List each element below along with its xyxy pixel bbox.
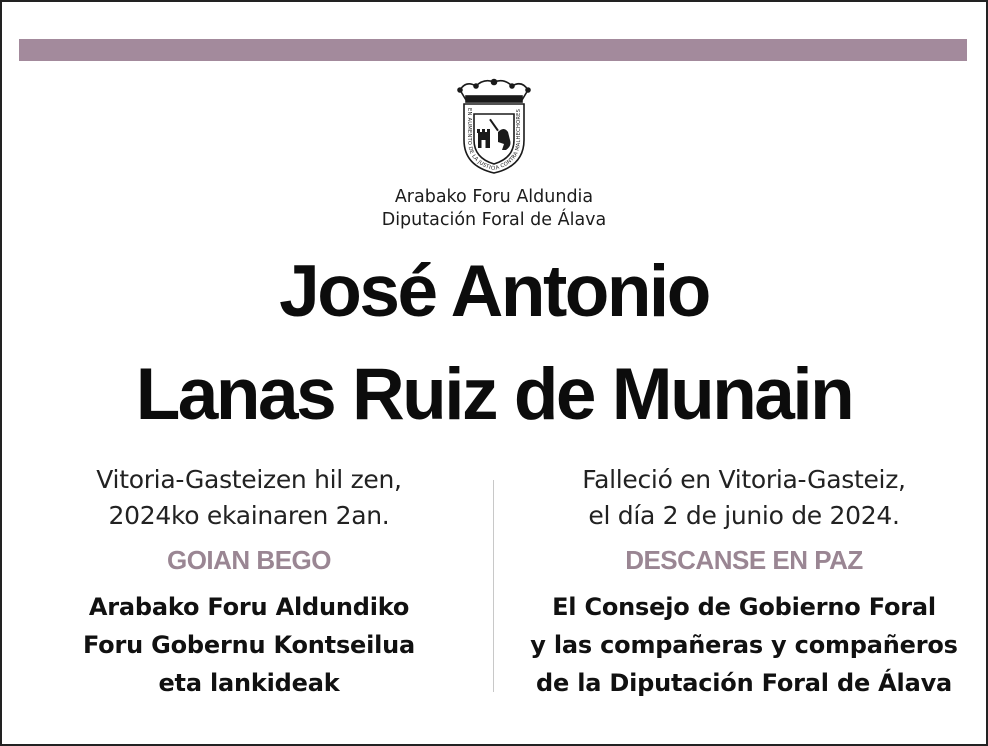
death-line: Vitoria-Gasteizen hil zen, — [96, 465, 402, 494]
issuing-organization — [2, 186, 986, 232]
spanish-column — [510, 462, 978, 702]
deceased-surnames: Lanas Ruiz de Munain — [135, 354, 853, 435]
rip-basque: GOIAN BEGO — [166, 545, 331, 575]
signer-line: y las compañeras y compañeros — [530, 631, 958, 659]
signers-spanish — [510, 588, 978, 702]
death-line: el día 2 de junio de 2024. — [588, 501, 900, 530]
death-notice-basque — [24, 462, 474, 534]
signer-line: Foru Gobernu Kontseilua — [82, 631, 416, 659]
signer-line: eta lankideak — [158, 669, 340, 697]
seal-motto: EN AUMENTO DE LA JUSTICIA CONTRA MALHECHORES — [465, 108, 523, 172]
org-name-spanish: Diputación Foral de Álava — [381, 210, 607, 230]
death-line: 2024ko ekainaren 2an. — [108, 501, 390, 530]
death-line: Falleció en Vitoria-Gasteiz, — [582, 465, 906, 494]
signer-line: de la Diputación Foral de Álava — [535, 669, 953, 697]
signer-line: El Consejo de Gobierno Foral — [552, 593, 936, 621]
signer-line: Arabako Foru Aldundiko — [88, 593, 410, 621]
coat-of-arms-icon — [452, 78, 536, 174]
deceased-given-names: José Antonio — [279, 251, 709, 332]
signers-basque — [24, 588, 474, 702]
column-divider — [493, 480, 494, 692]
rip-spanish: DESCANSE EN PAZ — [625, 545, 863, 575]
death-notice-spanish — [510, 462, 978, 534]
top-accent-bar — [19, 39, 967, 61]
org-name-basque: Arabako Foru Aldundia — [394, 187, 594, 207]
basque-column — [24, 462, 474, 702]
